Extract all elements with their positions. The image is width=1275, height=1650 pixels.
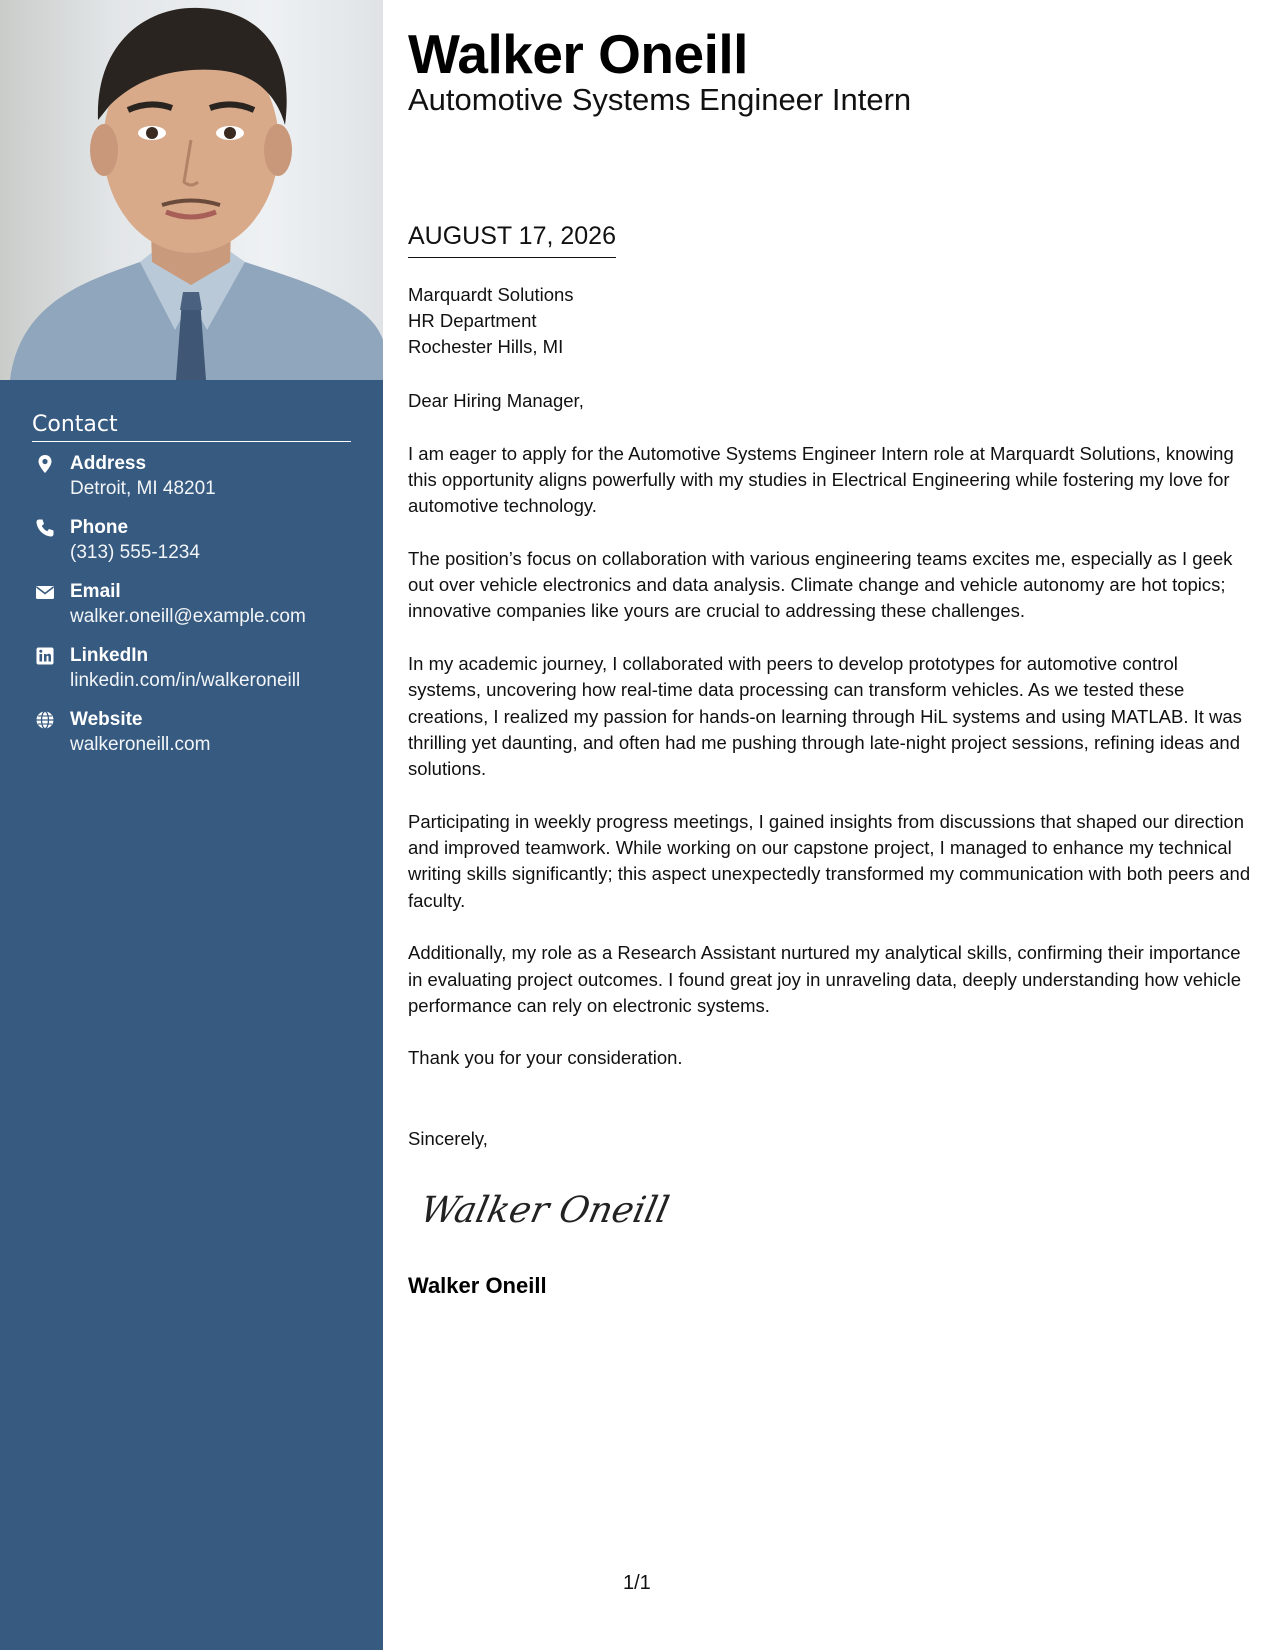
body-paragraph: Thank you for your consideration. bbox=[408, 1047, 683, 1069]
applicant-title: Automotive Systems Engineer Intern bbox=[408, 82, 912, 117]
contact-item-phone bbox=[32, 516, 351, 580]
signer-name: Walker Oneill bbox=[408, 1273, 547, 1298]
applicant-name: Walker Oneill bbox=[408, 23, 748, 85]
contact-label: Address bbox=[70, 453, 147, 474]
globe-icon bbox=[35, 710, 55, 730]
contact-label: Phone bbox=[70, 517, 129, 538]
contact-heading: Contact bbox=[32, 412, 351, 442]
body-paragraph: The position’s focus on collaboration with various engineering teams excites me, especially as I geek out over vehicle electronics and data analysis. Climate change and vehicle autonomy are hot topics; innovative companies like yours are crucial to addressing these challenges. bbox=[408, 547, 1233, 622]
greeting: Dear Hiring Manager, bbox=[408, 390, 584, 411]
body-paragraph: I am eager to apply for the Automotive Systems Engineer Intern role at Marquardt Solutions, knowing this opportunity aligns powerfully with my studies in Electrical Engineering while fostering my love for automotive technology. bbox=[408, 442, 1234, 517]
body-paragraph: In my academic journey, I collaborated with peers to develop prototypes for automotive control systems, uncovering how real-time data processing can transform vehicles. As we tested these creations, I realized my passion for hands-on learning through HiL systems and using MATLAB. It was thrilling yet daunting, and often had me pushing through late-night project sessions, refining ideas and solutions. bbox=[408, 652, 1242, 780]
page-number: 1/1 bbox=[623, 1572, 651, 1594]
phone-icon bbox=[35, 518, 55, 538]
map-pin-icon bbox=[35, 454, 55, 474]
recipient-location: Rochester Hills, MI bbox=[408, 336, 564, 357]
linkedin-icon bbox=[35, 646, 55, 666]
envelope-icon bbox=[35, 582, 55, 602]
address-value: Detroit, MI 48201 bbox=[70, 478, 216, 499]
letter-body bbox=[408, 388, 1253, 1098]
phone-value[interactable]: (313) 555-1234 bbox=[70, 542, 200, 563]
sidebar bbox=[0, 0, 383, 1650]
handwritten-signature bbox=[416, 1178, 673, 1243]
linkedin-value[interactable]: linkedin.com/in/walkeroneill bbox=[70, 670, 301, 691]
contact-item-address bbox=[32, 452, 351, 516]
recipient-company: Marquardt Solutions bbox=[408, 284, 574, 305]
closing: Sincerely, bbox=[408, 1128, 488, 1149]
contact-section bbox=[32, 412, 351, 772]
letter-date: AUGUST 17, 2026 bbox=[408, 222, 616, 258]
contact-label: Website bbox=[70, 709, 143, 730]
contact-item-website bbox=[32, 708, 351, 772]
body-paragraph: Additionally, my role as a Research Assistant nurtured my analytical skills, confirming their importance in evaluating project outcomes. I found great joy in unraveling data, deeply understanding how vehicle performance can rely on electronic systems. bbox=[408, 942, 1242, 1016]
website-value[interactable]: walkeroneill.com bbox=[70, 734, 211, 755]
contact-item-email bbox=[32, 580, 351, 644]
signature-script: Walker Oneill bbox=[416, 1188, 673, 1231]
profile-photo bbox=[0, 0, 383, 380]
contact-item-linkedin bbox=[32, 644, 351, 708]
email-value[interactable]: walker.oneill@example.com bbox=[70, 606, 306, 627]
recipient-block bbox=[408, 282, 574, 360]
body-paragraph: Participating in weekly progress meetings, I gained insights from discussions that shaped our direction and improved teamwork. While working on our capstone project, I managed to enhance my technical writing skills significantly; this aspect unexpectedly transformed my communication with both peers and faculty. bbox=[408, 810, 1251, 911]
contact-label: LinkedIn bbox=[70, 645, 149, 666]
recipient-department: HR Department bbox=[408, 310, 537, 331]
contact-label: Email bbox=[70, 581, 121, 602]
